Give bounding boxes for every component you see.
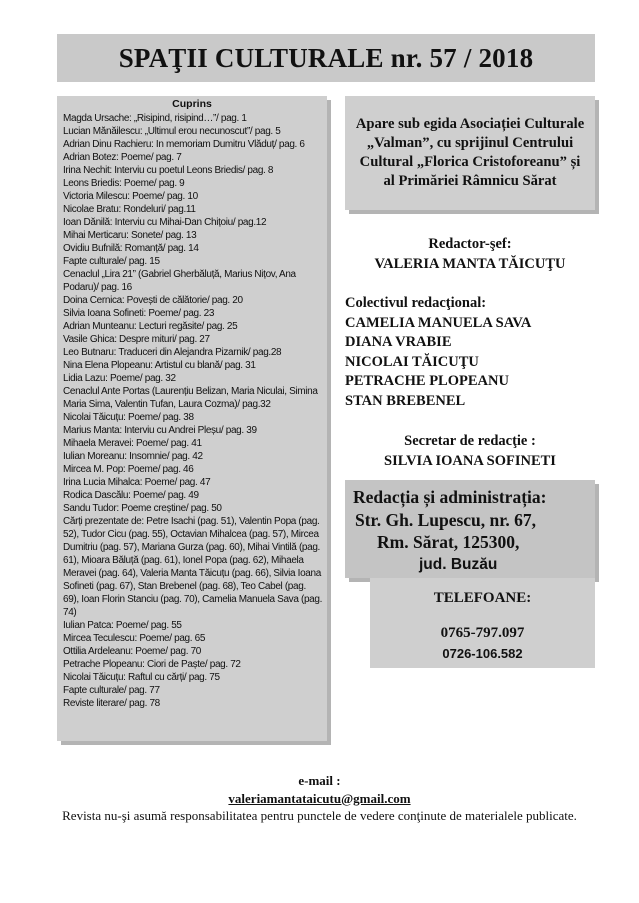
email-label: e-mail : [298,773,341,788]
phones-label: TELEFOANE: [433,590,532,606]
toc-item: Ottilia Ardeleanu: Poeme/ pag. 70 [63,646,201,657]
address-city: Rm. Sărat, 125300, [377,532,520,552]
collective-member: DIANA VRABIE [345,334,452,350]
collective-member: STAN BREBENEL [345,392,466,409]
toc-item: Lidia Lazu: Poeme/ pag. 32 [63,373,176,384]
toc-item: Cărți prezentate de: Petre Isachi (pag. 51), Valentin Popa (pag. 52), Tudor Cicu (pag. 55), Octavian Mihalcea (pag. 57), Mircea Dumitriu (pag. 57), Mariana Gurza (pag. 60), Mihai Vintilă (pag. 61), Mioara Băluță (pag. 61), Ionel Popa (pag. 62), Mihaela Meravei (pag. 64), Valeria Manta Tăicuțu (pag. 66), Silvia Ioana Sofineti (pag. 67), Stan Brebenel (pag. 68), Teo Cabel (pag. 69), Ioan Florin Stanciu (pag. 70), Camelia Manuela Sava (pag. 74) [63,516,323,618]
toc-item: Doina Cernica: Povești de călătorie/ pag. 20 [63,295,243,306]
editorial-collective [345,294,605,411]
phone-number: 0726-106.582 [442,646,523,661]
editor-in-chief [340,234,600,274]
phone-number: 0765-797.097 [440,625,525,641]
toc-item: Lucian Mănăilescu: „Ultimul erou necunoscut”/ pag. 5 [63,126,281,137]
toc-item: Ioan Dănilă: Interviu cu Mihai-Dan Chițoiu/ pag.12 [63,217,267,228]
toc-item: Iulian Patca: Poeme/ pag. 55 [63,620,182,631]
address-street: Str. Gh. Lupescu, nr. 67, [355,509,537,530]
toc-item: Nicolai Tăicuțu: Raftul cu cărți/ pag. 75 [63,672,220,683]
toc-item: Silvia Ioana Sofineti: Poeme/ pag. 23 [63,308,215,319]
editor-label: Redactor-şef: [428,236,512,252]
collective-label: Colectivul redacţional: [345,295,487,311]
toc-item: Rodica Dascălu: Poeme/ pag. 49 [63,490,199,501]
collective-member: NICOLAI TĂICUŢU [345,353,479,370]
footer [0,772,639,825]
toc-item: Sandu Tudor: Poeme creștine/ pag. 50 [63,503,222,514]
address-heading: Redacția și administrația: [353,487,547,507]
toc-item: Irina Nechit: Interviu cu poetul Leons Briedis/ pag. 8 [63,165,274,176]
toc-item: Adrian Dinu Rachieru: In memoriam Dumitru Vlăduț/ pag. 6 [63,139,305,150]
toc-item: Adrian Botez: Poeme/ pag. 7 [63,152,182,163]
toc-item: Leo Butnaru: Traduceri din Alejandra Pizarnik/ pag.28 [63,347,282,358]
toc-item: Mihai Merticaru: Sonete/ pag. 13 [63,230,197,241]
toc-item: Fapte culturale/ pag. 77 [63,685,160,696]
toc-item: Mihaela Meravei: Poeme/ pag. 41 [63,438,202,449]
toc-item: Marius Manta: Interviu cu Andrei Pleșu/ pag. 39 [63,425,257,436]
editor-name: VALERIA MANTA TĂICUŢU [374,256,566,272]
toc-item: Vasile Ghica: Despre mituri/ pag. 27 [63,334,210,345]
aegis-box [345,96,595,210]
toc-item: Fapte culturale/ pag. 15 [63,256,160,267]
collective-member: PETRACHE PLOPEANU [345,373,509,389]
secretary-name: SILVIA IOANA SOFINETI [384,452,556,469]
toc-item: Ovidiu Bufnilă: Romanță/ pag. 14 [63,243,199,254]
collective-member: CAMELIA MANUELA SAVA [345,314,532,331]
toc-item: Mircea Teculescu: Poeme/ pag. 65 [63,633,206,644]
toc-item: Nina Elena Plopeanu: Artistul cu blană/ pag. 31 [63,360,256,371]
aegis-text: Apare sub egida Asociației Culturale „Valman”, cu sprijinul Centrului Cultural „Florica Cristoforeanu” și al Primăriei Râmnicu Sărat [355,116,585,189]
page-title: SPAŢII CULTURALE nr. 57 / 2018 [57,34,595,82]
toc-item: Victoria Milescu: Poeme/ pag. 10 [63,191,198,202]
address-county: jud. Buzău [419,555,498,573]
toc-item: Reviste literare/ pag. 78 [63,698,160,709]
toc-item: Adrian Munteanu: Lecturi regăsite/ pag. 25 [63,321,238,332]
toc-item: Nicolae Bratu: Rondeluri/ pag.11 [63,204,196,215]
secretary-label: Secretar de redacţie : [404,433,536,449]
toc-title: Cuprins [172,98,212,110]
address-box [345,480,595,578]
toc-item: Mircea M. Pop: Poeme/ pag. 46 [63,464,194,475]
toc-item: Cenaclul Ante Portas (Laurențiu Belizan, Maria Niculai, Simina Maria Sima, Valentin Tufan, Laura Cozma)/ pag.32 [63,386,318,410]
disclaimer: Revista nu-şi asumă responsabilitatea pentru punctele de vedere conţinute de materialele publicate. [62,808,577,823]
toc-item: Nicolai Tăicuțu: Poeme/ pag. 38 [63,412,194,423]
toc-item: Magda Ursache: „Risipind, risipind…”/ pag. 1 [63,113,247,124]
toc-list [57,112,327,710]
toc-item: Leons Briedis: Poeme/ pag. 9 [63,178,185,189]
email-link[interactable]: valeriamantataicutu@gmail.com [228,790,411,806]
table-of-contents [57,96,327,741]
toc-item: Irina Lucia Mihalca: Poeme/ pag. 47 [63,477,211,488]
editorial-secretary [345,432,595,471]
toc-item: Petrache Plopeanu: Ciori de Paște/ pag. 72 [63,659,241,670]
phones-box [370,578,595,668]
toc-item: Iulian Moreanu: Insomnie/ pag. 42 [63,451,203,462]
toc-item: Cenaclul „Lira 21” (Gabriel Gherbăluță, Marius Nițov, Ana Podaru)/ pag. 16 [63,269,296,293]
